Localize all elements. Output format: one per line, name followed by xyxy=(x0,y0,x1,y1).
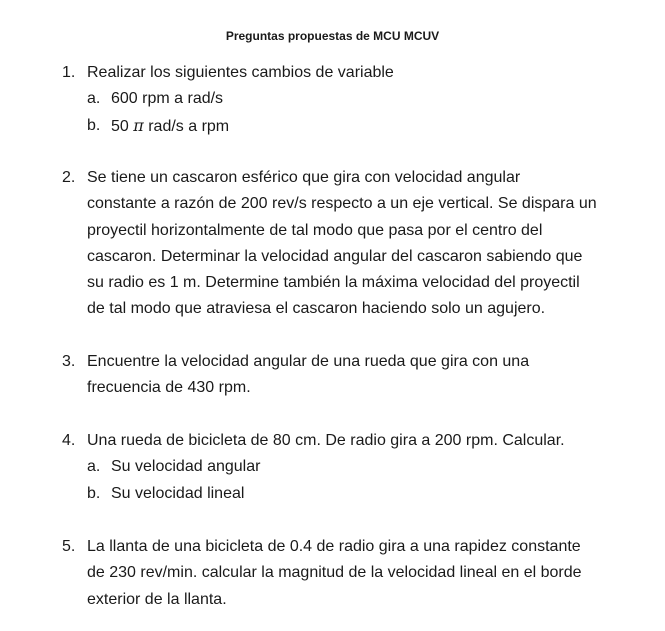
sub-item-letter: b. xyxy=(87,485,101,502)
question-line: Encuentre la velocidad angular de una rueda que gira con una xyxy=(87,353,530,370)
question-line: constante a razón de 200 rev/s respecto a un eje vertical. Se dispara un xyxy=(87,195,597,213)
pi-symbol: π xyxy=(133,116,144,135)
question-line: cascaron. Determinar la velocidad angular del cascaron sabiendo que xyxy=(87,247,583,265)
question-number: 2. xyxy=(62,169,76,186)
question-line: Realizar los siguientes cambios de variable xyxy=(87,64,394,81)
question-line: exterior de la llanta. xyxy=(87,590,227,608)
question-line: La llanta de una bicicleta de 0.4 de radio gira a una rapidez constante xyxy=(87,538,581,555)
sub-item-text-before: 50 xyxy=(111,118,134,135)
sub-item-text: Su velocidad lineal xyxy=(111,485,245,502)
sub-item-text-after: rad/s a rpm xyxy=(143,118,230,135)
question-line: frecuencia de 430 rpm. xyxy=(87,379,251,397)
question-line: de 230 rev/min. calcular la magnitud de la velocidad lineal en el borde xyxy=(87,564,582,582)
sub-item-letter: a. xyxy=(87,90,101,107)
sub-item-text: Su velocidad angular xyxy=(111,458,261,475)
question-line: Se tiene un cascaron esférico que gira con velocidad angular xyxy=(87,169,521,186)
sub-item-text: 600 rpm a rad/s xyxy=(111,90,224,107)
sub-item-text xyxy=(111,113,229,140)
question-line: su radio es 1 m. Determine también la máxima velocidad del proyectil xyxy=(87,274,580,292)
question-number: 5. xyxy=(62,538,76,555)
question-text xyxy=(87,428,647,454)
question-number: 1. xyxy=(62,64,76,81)
question-text xyxy=(87,60,647,86)
question-text xyxy=(87,534,647,613)
question-number: 3. xyxy=(62,353,76,370)
question-text xyxy=(87,165,647,323)
sub-item-letter: a. xyxy=(87,458,101,475)
question-line: proyectil horizontalmente de tal modo que pasa por el centro del xyxy=(87,221,543,239)
question-number: 4. xyxy=(62,432,76,449)
question-line: de tal modo que atraviesa el cascaron haciendo solo un agujero. xyxy=(87,300,546,318)
document-title: Preguntas propuestas de MCU MCUV xyxy=(225,29,440,43)
sub-item-letter: b. xyxy=(87,117,101,134)
question-text xyxy=(87,349,647,402)
question-line: Una rueda de bicicleta de 80 cm. De radio gira a 200 rpm. Calcular. xyxy=(87,432,565,449)
